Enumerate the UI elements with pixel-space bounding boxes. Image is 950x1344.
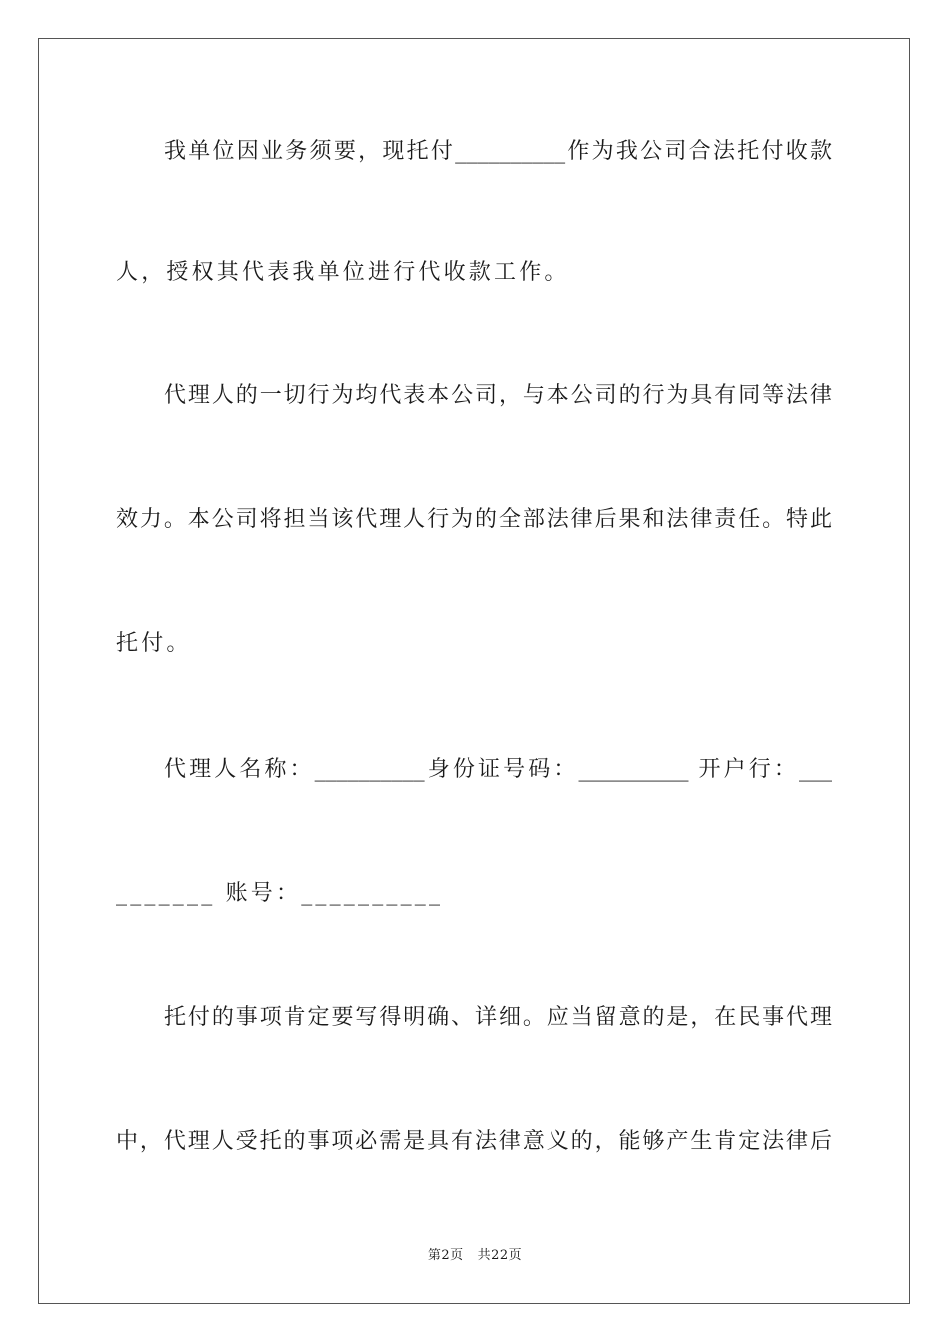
page-footer (0, 1247, 950, 1265)
paragraph-line: 托付的事项肯定要写得明确、详细。应当留意的是，在民事代理 (164, 1005, 832, 1030)
paragraph-line: 人，授权其代表我单位进行代收款工作。 (116, 260, 570, 285)
paragraph-line: 我单位因业务须要，现托付__________作为我公司合法托付收款 (164, 139, 832, 164)
paragraph-line: 代理人的一切行为均代表本公司，与本公司的行为具有同等法律 (164, 383, 832, 408)
form-field-line: _______ 账号：__________ (116, 881, 444, 906)
page-total: 共22页 (477, 1248, 523, 1263)
paragraph-line: 中，代理人受托的事项必需是具有法律意义的，能够产生肯定法律后 (116, 1129, 832, 1154)
paragraph-line: 托付。 (116, 631, 192, 656)
page-number: 第2页 (427, 1248, 464, 1263)
paragraph-line: 效力。本公司将担当该代理人行为的全部法律后果和法律责任。特此 (116, 507, 832, 532)
page-frame (38, 38, 910, 1304)
form-field-line: 代理人名称：__________身份证号码：__________ 开户行：___ (164, 757, 832, 782)
